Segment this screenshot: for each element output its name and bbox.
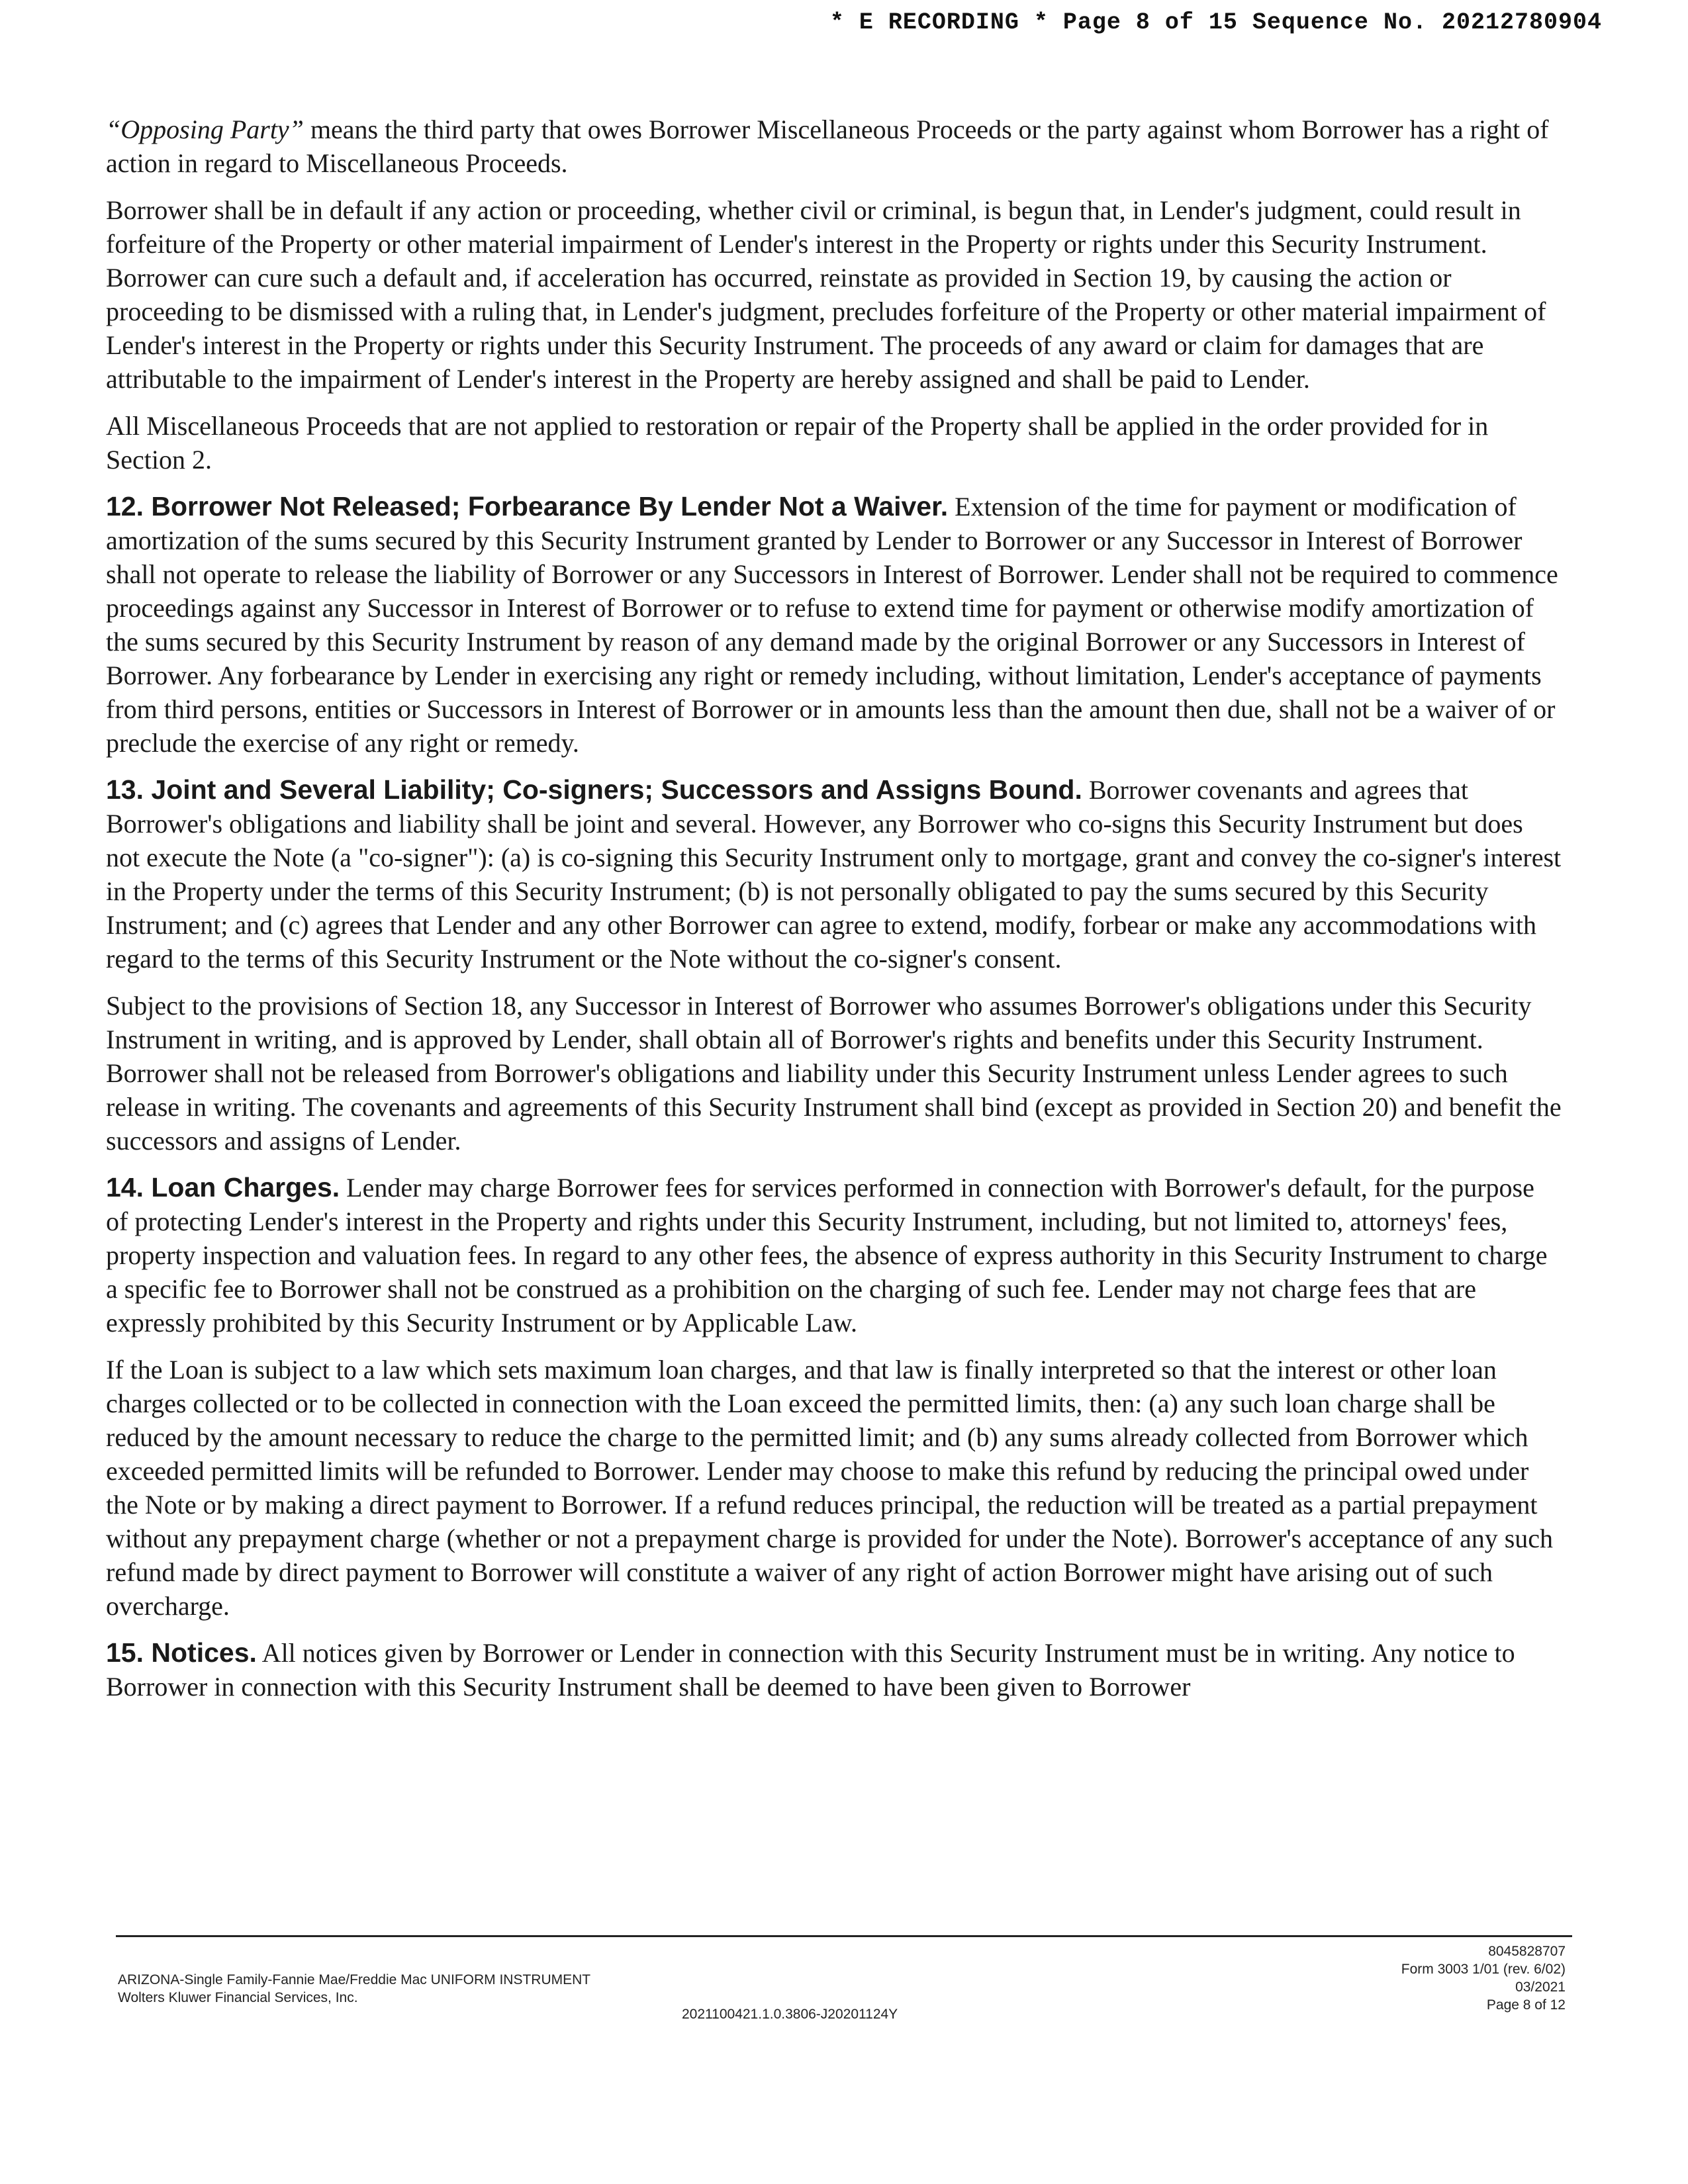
footer-date: 03/2021: [1515, 1979, 1566, 1995]
footer-form-number: Form 3003 1/01 (rev. 6/02): [1401, 1962, 1566, 1977]
footer-document-id: 2021100421.1.0.3806-J20201124Y: [682, 2007, 898, 2022]
section-12-heading: 12. Borrower Not Released; Forbearance By Lender Not a Waiver.: [106, 491, 949, 522]
paragraph-misc-proceeds: All Miscellaneous Proceeds that are not applied to restoration or repair of the Property shall be applied in the order provided for in Section 2.: [106, 411, 1489, 475]
footer-form-title: ARIZONA-Single Family-Fannie Mae/Freddie Mac UNIFORM INSTRUMENT: [118, 1972, 591, 1987]
footer-publisher: Wolters Kluwer Financial Services, Inc.: [118, 1990, 358, 2005]
footer-divider: [116, 1935, 1572, 1937]
footer-right: [1401, 1942, 1566, 2014]
paragraph-default: Borrower shall be in default if any action or proceeding, whether civil or criminal, is begun that, in Lender's judgment, could result in forfeiture of the Property or other material impairment of Lender's interest in the Property or rights under this Security Instrument. Borrower can cure such a default and, if acceleration has occurred, reinstate as provided in Section 19, by causing the action or proceeding to be dismissed with a ruling that, in Lender's judgment, precludes forfeiture of the Property or other material impairment of Lender's interest in the Property or rights under this Security Instrument. The proceeds of any award or claim for damages that are attributable to the impairment of Lender's interest in the Property are hereby assigned and shall be paid to Lender.: [106, 195, 1546, 394]
section-13: [106, 773, 1562, 976]
section-15-text: All notices given by Borrower or Lender in connection with this Security Instrument must be in writing. Any notice to Borrower in connection with this Security Instrument shall be deemed to have been given to Borrower: [106, 1638, 1515, 1702]
paragraph-opposing-party: [106, 113, 1562, 180]
section-15-heading: 15. Notices.: [106, 1637, 257, 1668]
section-13-text: Borrower covenants and agrees that Borrower's obligations and liability shall be joint and several. However, any Borrower who co-signs this Security Instrument but does not execute the Note (a "co-signer"): (a) is co-signing this Security Instrument only to mortgage, grant and convey the co-signer's interest in the Property under the terms of this Security Instrument; (b) is not personally obligated to pay the sums secured by this Security Instrument; and (c) agrees that Lender and any other Borrower can agree to extend, modify, forbear or make any accommodations with regard to the terms of this Security Instrument or the Note without the co-signer's consent.: [106, 775, 1562, 974]
section-14-heading: 14. Loan Charges.: [106, 1172, 340, 1203]
section-13-paragraph-2: Subject to the provisions of Section 18, any Successor in Interest of Borrower who assumes Borrower's obligations under this Security Instrument in writing, and is approved by Lender, shall obtain all of Borrower's rights and benefits under this Security Instrument. Borrower shall not be released from Borrower's obligations and liability under this Security Instrument unless Lender agrees to such release in writing. The covenants and agreements of this Security Instrument shall bind (except as provided in Section 20) and benefit the successors and assigns of Lender.: [106, 991, 1562, 1156]
section-14: [106, 1171, 1562, 1340]
paragraph-text: means the third party that owes Borrower Miscellaneous Proceeds or the party against whom Borrower has a right of action in regard to Miscellaneous Proceeds.: [106, 114, 1549, 178]
section-14-text: Lender may charge Borrower fees for services performed in connection with Borrower's default, for the purpose of protecting Lender's interest in the Property and rights under this Security Instrument, including, but not limited to, attorneys' fees, property inspection and valuation fees. In regard to any other fees, the absence of express authority in this Security Instrument to charge a specific fee to Borrower shall not be construed as a prohibition on the charging of such fee. Lender may not charge fees that are expressly prohibited by this Security Instrument or by Applicable Law.: [106, 1173, 1548, 1338]
footer-page-number: Page 8 of 12: [1486, 1997, 1566, 2013]
document-body: [106, 113, 1562, 1717]
footer-loan-number: 8045828707: [1488, 1944, 1566, 1959]
section-15: [106, 1636, 1562, 1704]
section-12-text: Extension of the time for payment or modification of amortization of the sums secured by this Security Instrument granted by Lender to Borrower or any Successor in Interest of Borrower shall not operate to release the liability of Borrower or any Successors in Interest of Borrower. Lender shall not be required to commence proceedings against any Successor in Interest of Borrower or to refuse to extend time for payment or otherwise modify amortization of the sums secured by this Security Instrument by reason of any demand made by the original Borrower or any Successors in Interest of Borrower. Any forbearance by Lender in exercising any right or remedy including, without limitation, Lender's acceptance of payments from third persons, entities or Successors in Interest of Borrower or in amounts less than the amount then due, shall not be a waiver of or preclude the exercise of any right or remedy.: [106, 492, 1558, 758]
footer-left: [118, 1971, 590, 2007]
section-14-paragraph-2: If the Loan is subject to a law which sets maximum loan charges, and that law is finally interpreted so that the interest or other loan charges collected or to be collected in connection with the Loan exceed the permitted limits, then: (a) any such loan charge shall be reduced by the amount necessary to reduce the charge to the permitted limit; and (b) any sums already collected from Borrower which exceeded permitted limits will be refunded to Borrower. Lender may choose to make this refund by reducing the principal owed under the Note or by making a direct payment to Borrower. If a refund reduces principal, the reduction will be treated as a partial prepayment without any prepayment charge (whether or not a prepayment charge is provided for under the Note). Borrower's acceptance of any such refund made by direct payment to Borrower will constitute a waiver of any right of action Borrower might have arising out of such overcharge.: [106, 1355, 1554, 1621]
section-12: [106, 490, 1562, 760]
recording-stamp: * E RECORDING * Page 8 of 15 Sequence No. 20212780904: [829, 9, 1602, 36]
section-13-heading: 13. Joint and Several Liability; Co-signers; Successors and Assigns Bound.: [106, 774, 1082, 805]
term-opposing-party: “Opposing Party”: [106, 114, 304, 144]
